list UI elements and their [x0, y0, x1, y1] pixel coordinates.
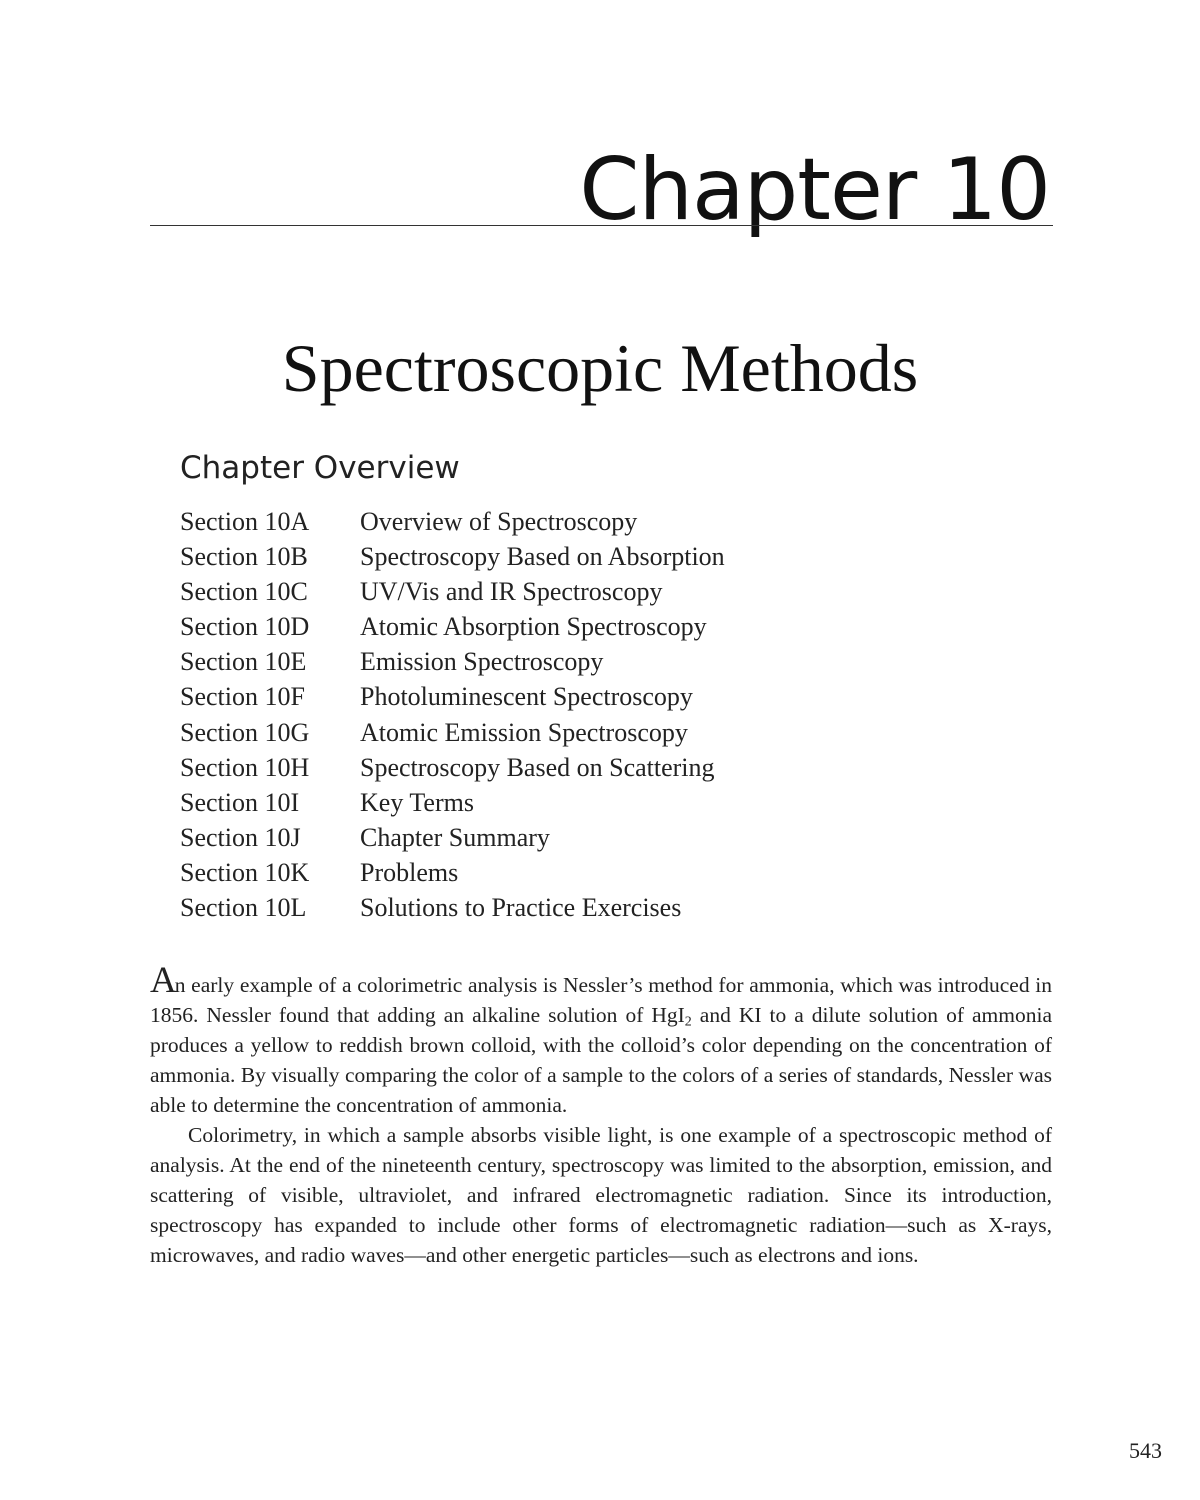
chapter-rule: [150, 225, 1053, 226]
toc-row: [180, 574, 880, 609]
toc-row: [180, 539, 880, 574]
toc-section-title: Key Terms: [360, 787, 474, 817]
toc-section-id: Section 10F: [180, 682, 305, 712]
toc-section-id: Section 10K: [180, 857, 310, 887]
paragraph-intro-text: n early example of a colorimetric analysis is Nessler’s method for ammonia, which was introduced in 1856. Nessler found that adding an alkaline solution of HgI: [150, 973, 1052, 1027]
toc-section-title: Spectroscopy Based on Absorption: [360, 542, 725, 572]
toc-row: [180, 609, 880, 644]
paragraph-intro-text-cont: and KI to a dilute solution of ammonia produces a yellow to reddish brown colloid, with the colloid’s color depending on the concentration of ammonia. By visually comparing the color of a sample to the colors of a series of standards, Nessler was able to determine the concentration of ammonia.: [150, 1003, 1052, 1117]
toc-section-id: Section 10G: [180, 717, 310, 747]
chapter-label: Chapter 10: [579, 140, 1050, 240]
toc-section-title: Solutions to Practice Exercises: [360, 893, 682, 923]
toc-section-title: Atomic Absorption Spectroscopy: [360, 612, 707, 642]
toc-row: [180, 644, 880, 679]
toc-row: [180, 820, 880, 855]
toc-section-title: Emission Spectroscopy: [360, 647, 604, 677]
toc-section-id: Section 10A: [180, 507, 310, 536]
chapter-title: Spectroscopic Methods: [281, 330, 919, 406]
toc-section-title: Problems: [360, 857, 459, 887]
toc-row: [180, 750, 880, 785]
overview-heading: Chapter Overview: [180, 450, 460, 486]
toc-section-title: Chapter Summary: [360, 822, 550, 852]
toc-section-id: Section 10B: [180, 542, 308, 572]
toc-row: [180, 855, 880, 890]
toc-row: [180, 679, 880, 714]
toc-row: [180, 715, 880, 750]
toc-row: [180, 890, 880, 925]
toc-section-title: UV/Vis and IR Spectroscopy: [360, 577, 663, 607]
toc-row: [180, 504, 880, 539]
toc-row: [180, 785, 880, 820]
toc-section-id: Section 10J: [180, 822, 301, 852]
toc-section-title: Atomic Emission Spectroscopy: [360, 717, 688, 747]
toc-section-id: Section 10L: [180, 893, 307, 923]
paragraph-intro: [150, 960, 1052, 1120]
toc-section-title: Spectroscopy Based on Scattering: [360, 752, 715, 782]
toc-section-id: Section 10I: [180, 787, 300, 817]
page-number: 543: [1129, 1438, 1162, 1463]
toc-section-id: Section 10E: [180, 647, 307, 677]
body-text: [150, 960, 1052, 1270]
toc-section-id: Section 10C: [180, 577, 308, 607]
formula-subscript: 2: [684, 1014, 692, 1030]
chapter-overview-list: [180, 504, 880, 925]
toc-section-title: Overview of Spectroscopy: [360, 507, 638, 536]
toc-section-id: Section 10D: [180, 612, 310, 642]
drop-cap: A: [150, 960, 175, 1001]
toc-section-title: Photoluminescent Spectroscopy: [360, 682, 693, 712]
paragraph-colorimetry: Colorimetry, in which a sample absorbs visible light, is one example of a spectroscopic method of analysis. At the end of the nineteenth century, spectroscopy was limited to the absorption, emission, and scattering of visible, ultraviolet, and infrared electromagnetic radiation. Since its introduction, spectroscopy has expanded to include other forms of electromagnetic radiation—such as X-rays, microwaves, and radio waves—and other energetic particles—such as electrons and ions.: [150, 1123, 1052, 1267]
toc-section-id: Section 10H: [180, 752, 310, 782]
